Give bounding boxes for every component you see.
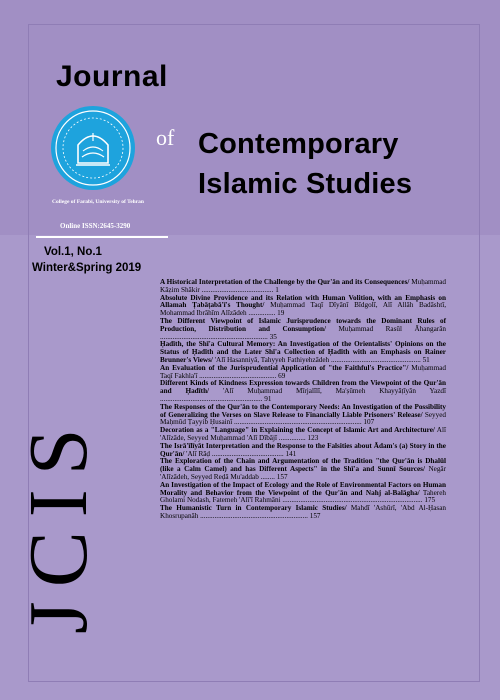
toc-entry <box>160 443 446 459</box>
toc-entry-authors-page: Muḥammad Kāẓim Shākir ........................................ 1 <box>160 278 446 294</box>
toc-entry-title: An Investigation of the Impact of Ecology and the Role of Environmental Factors on Human Morality and Behavior from the Viewpoint of the Qur'ān and Nahj al-Balāgha/ <box>160 480 446 497</box>
toc-entry <box>160 318 446 341</box>
toc-entry-authors-page: Muḥammad Taqī Fakhla'ī ........................................... 69 <box>160 363 447 380</box>
toc-entry-title: Ḥadīth, the Shī'a Cultural Memory: An Investigation of the Orientalists' Opinions on the Status of Ḥadīth and the Later Shī'a Collection of Ḥadīth with an Emphasis on Rainer Brunner's Views/ <box>160 340 446 364</box>
toc-entry-title: A Historical Interpretation of the Challenge by the Qur'ān and its Consequences/ <box>160 278 410 286</box>
jcis-abbrev: JCIS <box>12 414 105 634</box>
toc-entry-title: An Evaluation of the Jurisprudential Application of "the Faithful's Practice"/ <box>160 363 409 372</box>
toc-entry <box>160 365 446 381</box>
toc-entry-authors-page: 'Alī Hasanniyā, Tahyyeh Fathiyehzādeh .................................................. 51 <box>212 355 430 364</box>
toc-entry-title: The Humanistic Turn in Contemporary Islamic Studies/ <box>160 504 347 513</box>
title-contemporary: Contemporary <box>198 128 399 160</box>
toc-entry-authors-page: Negār 'Alīzādeh, Seyyed Reḍā Mu'addab ........ 157 <box>160 465 447 481</box>
toc-entry-title: Different Kinds of Kindness Expression towards Children from the Viewpoint of the Qur'ān and Ḥadīth/ <box>160 379 446 396</box>
toc-entry <box>160 427 446 443</box>
toc-entry-title: The Different Viewpoint of Islamic Jurisprudence towards the Dominant Rules of Production, Distribution and Consumption/ <box>160 316 446 333</box>
toc-entry <box>160 458 446 481</box>
title-of: of <box>156 125 175 150</box>
college-affiliation: College of Farabi, University of Tehran <box>52 199 144 205</box>
toc-entry-authors-page: Mahdī 'Ashūrī, 'Abd Al-Ḥasan Khosrupanāh ............................................................ 157 <box>160 504 446 520</box>
toc-entry <box>160 279 446 295</box>
toc-entry <box>160 505 446 521</box>
jcis-vertical-logo <box>0 282 118 642</box>
separator-line <box>36 236 168 238</box>
toc-entry-authors-page: Muḥammad Rasūl Āhangarān ............................................................ 35 <box>160 324 446 341</box>
toc-entry-title: The Responses of the Qur'ān to the Contemporary Needs: An Investigation of the Possibility of Generalizing the Verses on Slave Release to Financially Liable Prisoners' Release/ <box>160 402 446 419</box>
toc-entry-authors-page: 'Alī Rāḍ ........................................ 141 <box>184 449 297 458</box>
toc-entry-authors-page: Alī 'Alīzāde, Seyyed Muḥammad 'Alī Dībājī ............... 123 <box>160 426 446 442</box>
toc-entry-title: Absolute Divine Providence and its Relation with Human Volition, with an Emphasis on Allamah Ṭabāṭabā'ī's Thought/ <box>160 293 446 310</box>
university-seal-icon <box>50 105 136 191</box>
toc-entry <box>160 295 446 318</box>
volume-number: Vol.1, No.1 <box>44 246 102 258</box>
toc-entry-title: The Exploration of the Chain and Argumentation of the Tradition "the Qur'ān is Dhalūl (like a Calm Camel) and has Different Aspects" in the Shī'a and Sunnī Sources/ <box>160 457 446 474</box>
table-of-contents <box>160 279 446 521</box>
toc-entry-title: The Isrā'īlīyāt Interpretation and the Response to the Falsities about Ādam's (a) Story in the Qur'ān/ <box>160 441 446 458</box>
toc-entry <box>160 341 446 364</box>
toc-entry <box>160 380 446 403</box>
online-issn: Online ISSN:2645-3290 <box>60 222 131 230</box>
toc-entry <box>160 404 446 427</box>
toc-entry-authors-page: Seyyed Maḥmūd Ṭayyib Ḥusainī ....................................................................... 107 <box>160 410 446 427</box>
issue-season: Winter&Spring 2019 <box>32 262 142 274</box>
toc-entry-authors-page: Tahereh Gholami Nodash, Fatemeh 'Alī'ī Rahmāni .............................................................................. 175 <box>160 488 446 505</box>
title-islamic-studies: Islamic Studies <box>198 168 413 200</box>
toc-entry <box>160 482 446 505</box>
toc-entry-authors-page: Muḥammad Taqī Dīyānī Bīdgolī, Alī Allāh Badāshtī, Mohammad Ibrāhīm Alīzādeh ............... 19 <box>160 301 446 318</box>
toc-entry-authors-page: 'Alī Muḥammad Mīrjalīlī, Ma'ṣūmeh Khayyāṭīyān Yazdī ......................................................... 91 <box>160 387 446 403</box>
title-journal: Journal <box>56 60 168 93</box>
toc-entry-title: Decoration as a "Language" in Explaining the Concept of Islamic Art and Architecture/ <box>160 426 435 435</box>
